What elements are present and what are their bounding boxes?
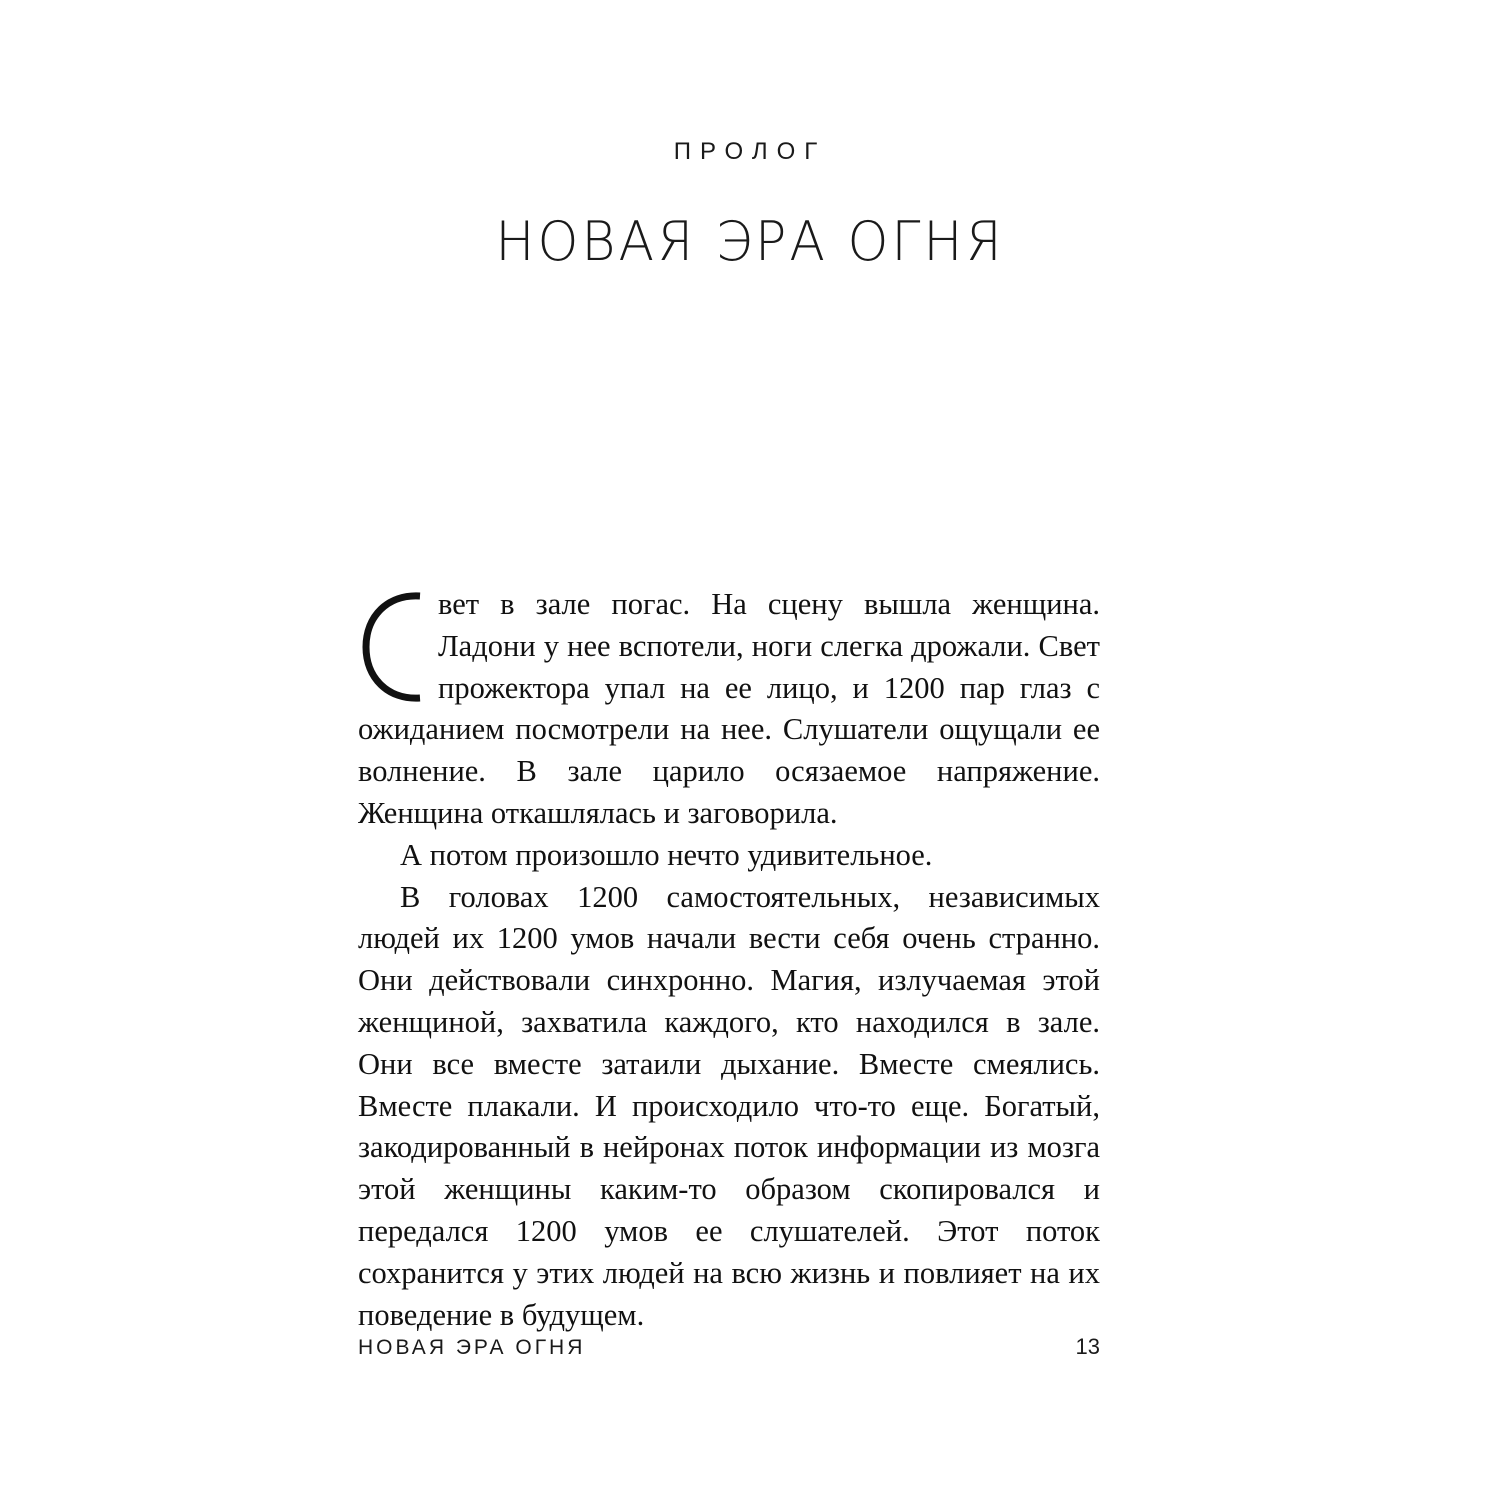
paragraph-1-text: вет в зале погас. На сцену вышла женщина. Ладони у нее вспотели, ноги слегка дрожали. Свет прожектора упал на ее лицо, и 1200 пар глаз с ожиданием посмотрели на нее. Слушатели ощущали ее волнение. В зале царило осязаемое напряжение. Женщина откашлялась и заговорила. — [358, 587, 1100, 830]
dropcap-letter — [358, 588, 434, 706]
page-number: 13 — [1075, 1334, 1100, 1359]
chapter-kicker: ПРОЛОГ — [673, 138, 827, 165]
running-title: НОВАЯ ЭРА ОГНЯ — [358, 1336, 586, 1359]
paragraph-3: В головах 1200 самостоятельных, независимых людей их 1200 умов начали вести себя очень странно. Они действовали синхронно. Магия, излучаемая этой женщиной, захватила каждого, кто находился в зале. Они все вместе затаили дыхание. Вместе смеялись. Вместе плакали. И происходило что-то еще. Богатый, закодированный в нейронах поток информации из мозга этой женщины каким-то образом скопировался и передался 1200 умов ее слушателей. Этот поток сохранится у этих людей на всю жизнь и повлияет на их поведение в будущем. — [358, 879, 1100, 1332]
chapter-title: НОВАЯ ЭРА ОГНЯ — [495, 210, 1005, 274]
paragraph-2: А потом произошло нечто удивительное. — [400, 837, 933, 872]
body-text — [358, 584, 1100, 1336]
paragraph-1 — [358, 584, 1100, 835]
